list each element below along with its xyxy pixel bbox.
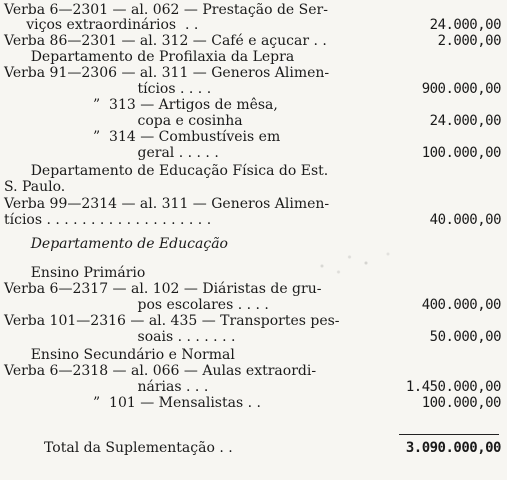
text-line: ” 314 — Combustíveis em (4, 129, 281, 145)
text-line: Verba 6—2301 — al. 062 — Prestação de Ser- (4, 2, 328, 18)
text-line: Verba 86—2301 — al. 312 — Café e açucar . . (4, 33, 327, 49)
text-line: tícios . . . . (4, 81, 212, 97)
text-line: ” 101 — Mensalistas . . (4, 395, 261, 411)
text-line: S. Paulo. (4, 179, 66, 195)
amount: 50.000,00 (429, 329, 501, 345)
amount: 1.450.000,00 (405, 379, 501, 395)
section-heading: Departamento de Educação Física do Est. (4, 163, 329, 179)
text-line: Verba 6—2317 — al. 102 — Diáristas de gru- (4, 281, 322, 297)
section-heading-italic: Departamento de Educação (4, 236, 228, 252)
text-line: Verba 6—2318 — al. 066 — Aulas extraordi- (4, 363, 317, 379)
amount: 100.000,00 (421, 395, 501, 411)
text-line: viços extraordinários . . (4, 17, 199, 33)
total-rule (399, 434, 499, 435)
subsection-heading: Ensino Primário (4, 265, 146, 281)
scan-noise (300, 248, 410, 278)
subsection-heading: Ensino Secundário e Normal (4, 347, 235, 363)
text-line: nárias . . . (4, 379, 209, 395)
total-amount: 3.090.000,00 (405, 440, 501, 456)
total-label: Total da Suplementação . . (4, 440, 233, 456)
amount: 40.000,00 (429, 212, 501, 228)
section-heading: Departamento de Profilaxia da Lepra (4, 49, 295, 65)
text-line: tícios . . . . . . . . . . . . . . . . . . . (4, 212, 212, 228)
text-line: Verba 91—2306 — al. 311 — Generos Alimen- (4, 65, 330, 81)
amount: 24.000,00 (429, 17, 501, 33)
text-line: copa e cosinha (4, 113, 243, 129)
text-line: ” 313 — Artigos de mêsa, (4, 97, 278, 113)
amount: 900.000,00 (421, 81, 501, 97)
text-line: geral . . . . . (4, 145, 219, 161)
amount: 24.000,00 (429, 113, 501, 129)
amount: 400.000,00 (421, 297, 501, 313)
text-line: Verba 99—2314 — al. 311 — Generos Alimen- (4, 196, 330, 212)
amount: 100.000,00 (421, 145, 501, 161)
text-line: pos escolares . . . . (4, 297, 269, 313)
text-line: Verba 101—2316 — al. 435 — Transportes pes- (4, 313, 340, 329)
amount: 2.000,00 (437, 33, 501, 49)
text-line: soais . . . . . . . (4, 329, 236, 345)
